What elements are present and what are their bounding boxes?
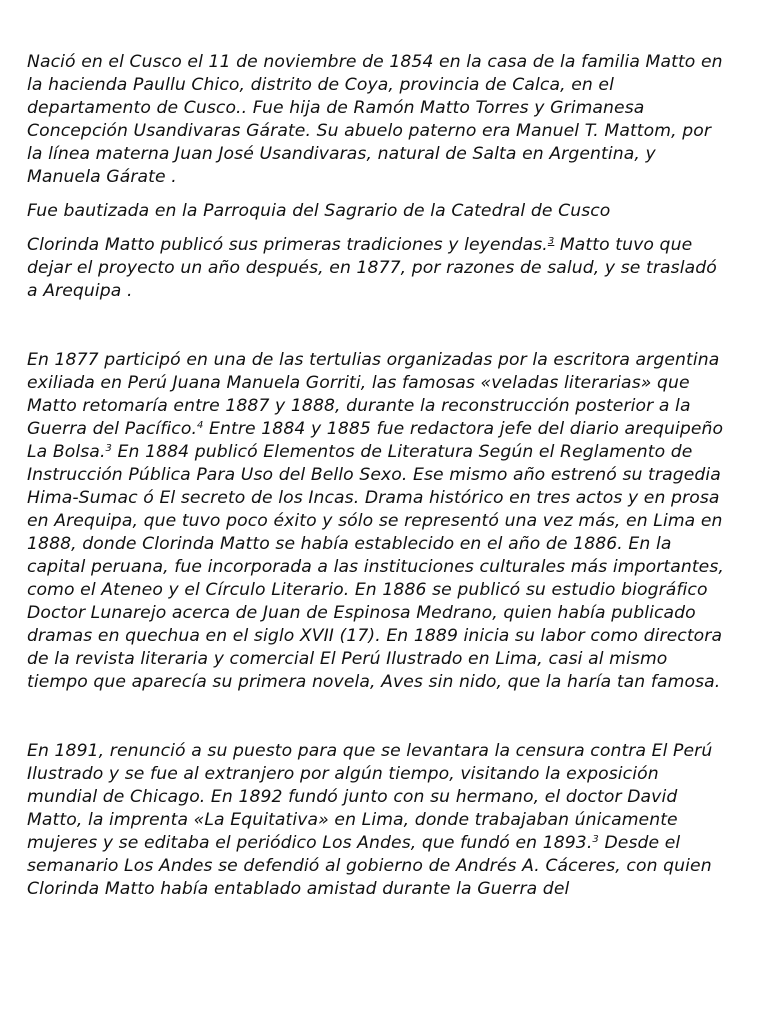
paragraph-tertulias-text-b: Entre 1884 y 1885 fue redactora jefe del diario arequipeño La Bolsa. [27,419,724,462]
paragraph-resignation-text-a: En 1891, renunció a su puesto para que se levantara la censura contra El Perú Ilustrado y se fue al extranjero por algún tiempo, visitando la exposición mundial de Chicago. En 1892 fundó junto con su hermano, el doctor David Matto, la imprenta «La Equitativa» en Lima, donde trabajaban únicamente mujeres y se editaba el periódico Los Andes, que fundó en 1893. [27,741,713,853]
paragraph-tertulias-text-c: En 1884 publicó Elementos de Literatura Según el Reglamento de Instrucción Pública Para Uso del Bello Sexo. Ese mismo año estrenó su tragedia Hima-Sumac ó El secreto de los Incas. Drama histórico en tres actos y en prosa en Arequipa, que tuvo poco éxito y sólo se representó una vez más, en Lima en 1888, donde Clorinda Matto se había establecido en el año de 1886. En la capital peruana, fue incorporada a las instituciones culturales más importantes, como el Ateneo y el Círculo Literario. En 1886 se publicó su estudio biográfico Doctor Lunarejo acerca de Juan de Espinosa Medrano, quien había publicado dramas en quechua en el siglo XVII (17). En 1889 inicia su labor como directora de la revista literaria y comercial El Perú Ilustrado en Lima, casi al mismo tiempo que aparecía su primera novela, Aves sin nido, que la haría tan famosa. [27,442,724,692]
paragraph-resignation-text-b: Desde el semanario Los Andes se defendió al gobierno de Andrés A. Cáceres, con quien Clorinda Matto había entablado amistad durante la Guerra del [27,833,712,899]
reference-marker: 4 [197,420,204,431]
reference-marker: 3 [105,443,112,454]
paragraph-baptism: Fue bautizada en la Parroquia del Sagrario de la Catedral de Cusco [27,201,611,221]
reference-marker: 3 [592,834,599,845]
paragraph-tertulias-text-a: En 1877 participó en una de las tertulias organizadas por la escritora argentina exiliada en Perú Juana Manuela Gorriti, las famosas «veladas literarias» que Matto retomaría entre 1887 y 1888, durante la reconstrucción posterior a la Guerra del Pacífico. [27,350,720,439]
paragraph-resignation [27,740,728,901]
reference-link[interactable]: 3 [547,236,555,247]
paragraph-traditions-text-b: Matto tuvo que dejar el proyecto un año después, en 1877, por razones de salud, y se trasladó a Arequipa . [27,235,717,301]
paragraph-traditions [27,234,728,303]
paragraph-birth: Nació en el Cusco el 11 de noviembre de 1854 en la casa de la familia Matto en la hacienda Paullu Chico, distrito de Coya, provincia de Calca, en el departamento de Cusco.. Fue hija de Ramón Matto Torres y Grimanesa Concepción Usandivaras Gárate. Su abuelo paterno era Manuel T. Mattom, por la línea materna Juan José Usandivaras, natural de Salta en Argentina, y Manuela Gárate . [27,52,723,187]
paragraph-traditions-text-a: Clorinda Matto publicó sus primeras tradiciones y leyendas. [27,235,548,255]
paragraph-tertulias [27,349,728,694]
